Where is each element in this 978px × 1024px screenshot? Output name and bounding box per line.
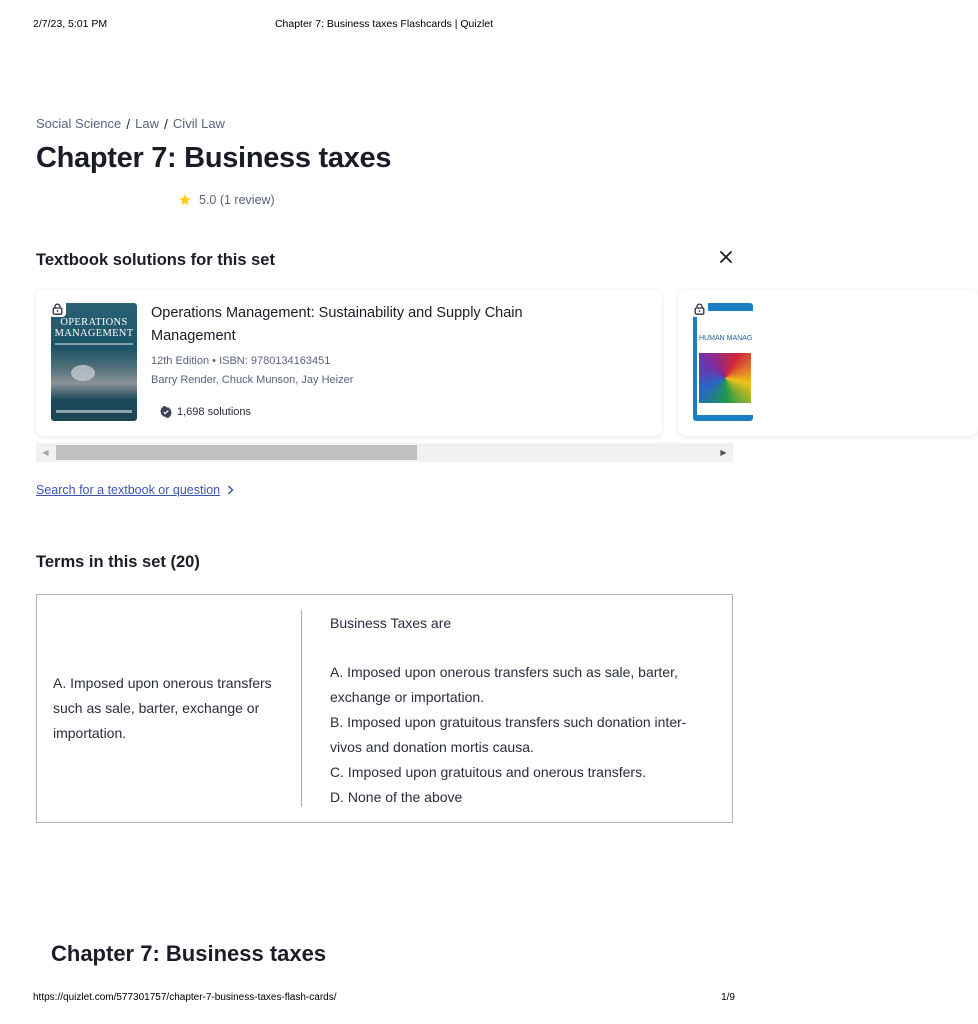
scroll-right-icon[interactable]: ▶ [720, 448, 727, 457]
search-textbook-link[interactable] [36, 483, 234, 497]
search-textbook-link-label: Search for a textbook or question [36, 483, 221, 497]
textbook-card[interactable] [36, 289, 662, 436]
solutions-count-text: 1,698 solutions [177, 406, 251, 418]
definition-option: A. Imposed upon onerous transfers such as sale, barter, exchange or importation. [330, 664, 678, 705]
definition-option: D. None of the above [330, 789, 463, 805]
breadcrumb-law[interactable]: Law [135, 116, 160, 131]
textbook-cover [51, 303, 137, 421]
textbook-cover [693, 303, 753, 421]
print-page-title: Chapter 7: Business taxes Flashcards | Quizlet [274, 18, 494, 30]
textbook-solutions-header: Textbook solutions for this set [36, 251, 275, 269]
textbook-carousel [36, 289, 753, 439]
close-icon [720, 251, 732, 263]
terms-header: Terms in this set (20) [36, 553, 200, 571]
breadcrumb-civil-law[interactable]: Civil Law [172, 116, 225, 131]
rating[interactable] [178, 193, 275, 207]
definition-question: Business Taxes are [330, 615, 452, 631]
lock-icon [691, 300, 708, 317]
rating-text: 5.0 (1 review) [199, 193, 275, 207]
textbook-edition: 12th Edition • ISBN: 9780134163451 [151, 355, 331, 367]
textbook-solutions-count [160, 406, 251, 418]
print-date: 2/7/23, 5:01 PM [33, 18, 108, 30]
definition-option: B. Imposed upon gratuitous transfers such donation inter-vivos and donation mortis causa. [330, 714, 687, 755]
carousel-scrollbar[interactable] [36, 443, 733, 462]
textbook-title[interactable]: Operations Management: Sustainability and Supply Chain Management [151, 305, 523, 344]
star-icon [178, 193, 192, 207]
page-title: Chapter 7: Business taxes [36, 142, 392, 174]
term-card [36, 594, 733, 823]
close-button[interactable] [716, 247, 736, 267]
print-url: https://quizlet.com/577301757/chapter-7-business-taxes-flash-cards/ [33, 992, 337, 1003]
textbook-cover-title: OPERATIONS MANAGEMENT [54, 317, 134, 339]
chevron-right-icon [227, 485, 234, 495]
breadcrumb-separator: / [126, 116, 131, 132]
lock-icon [49, 300, 66, 317]
scroll-left-icon[interactable]: ◀ [42, 448, 49, 457]
textbook-authors: Barry Render, Chuck Munson, Jay Heizer [151, 374, 354, 386]
verified-badge-icon [160, 406, 172, 418]
breadcrumb-separator: / [164, 116, 168, 132]
definition-text [330, 611, 700, 810]
definition-option: C. Imposed upon gratuitous and onerous transfers. [330, 764, 646, 780]
textbook-cover-title: HUMAN MANAG [699, 335, 753, 342]
term-divider [301, 610, 302, 807]
scrollbar-thumb[interactable] [56, 445, 417, 460]
term-text: A. Imposed upon onerous transfers such as sale, barter, exchange or importation. [53, 675, 272, 741]
breadcrumb-social-science[interactable]: Social Science [36, 116, 122, 131]
print-page-number: 1/9 [721, 992, 735, 1003]
breadcrumb [36, 116, 225, 132]
section-title: Chapter 7: Business taxes [51, 941, 327, 966]
textbook-card[interactable] [678, 289, 978, 436]
